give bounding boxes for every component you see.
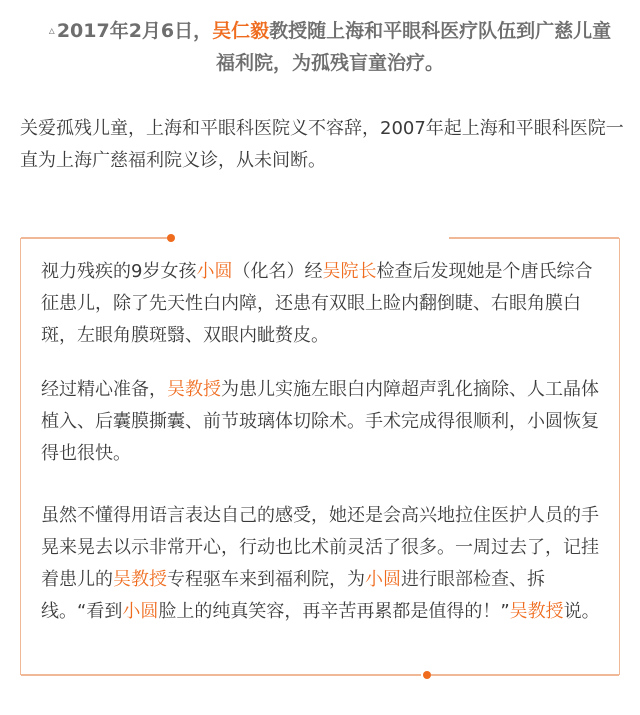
text-segment: 检查后发现她是个唐氏综合征患儿，除了先天性白内障，还患有双眼上睑内翻倒睫、右眼角膜白斑，左眼角膜斑翳、双眼内眦赘皮。 bbox=[41, 261, 593, 346]
intro-paragraph: 关爱孤残儿童，上海和平眼科医院义不容辞，2007年起上海和平眼科医院一直为上海广慈福利院义诊，从未间断。 bbox=[20, 118, 624, 171]
caption-text: 教授随上海和平眼科医疗队伍到广慈儿童福利院，为孤残盲童治疗。 bbox=[215, 20, 612, 74]
caption-doctor-name: 吴仁毅 bbox=[212, 20, 270, 42]
text-segment: 脸上的纯真笑容，再辛苦再累都是值得的！” bbox=[158, 601, 510, 622]
box-top-border-left bbox=[21, 237, 171, 239]
story-paragraph-surgery bbox=[41, 374, 601, 470]
triangle-marker-icon: ▵ bbox=[48, 23, 55, 37]
highlight-patient-name: 小圆 bbox=[365, 569, 401, 590]
highlight-professor-name: 吴教授 bbox=[167, 379, 221, 400]
box-bottom-border-right bbox=[431, 674, 619, 676]
highlight-professor-name: 吴教授 bbox=[509, 601, 564, 622]
text-segment: 虽然不懂得用语言表达自己的感受，她还是会高兴地拉住医护人员的手晃来晃去以示非常开心，行动也比术前灵活了很多。一周过去了，记挂着患儿的 bbox=[41, 505, 599, 590]
text-segment: 进行眼部检查、拆线。“看到 bbox=[41, 569, 545, 622]
text-segment: （化名）经 bbox=[232, 261, 323, 282]
story-paragraph-diagnosis bbox=[41, 256, 601, 352]
highlight-director-name: 吴院长 bbox=[322, 261, 377, 282]
text-segment: 专程驱车来到福利院，为 bbox=[167, 569, 365, 590]
story-box bbox=[20, 238, 620, 675]
highlight-patient-name: 小圆 bbox=[196, 261, 233, 282]
box-top-border-right bbox=[449, 237, 619, 239]
highlight-patient-name: 小圆 bbox=[122, 601, 159, 622]
text-segment: 经过精心准备， bbox=[41, 379, 167, 400]
orange-dot-bottom-icon bbox=[423, 671, 431, 679]
story-paragraph-followup bbox=[41, 500, 601, 628]
text-segment: 说。 bbox=[563, 601, 600, 622]
photo-caption bbox=[40, 14, 620, 79]
orange-dot-top-icon bbox=[167, 234, 175, 242]
caption-date: 2017年2月6日， bbox=[56, 20, 213, 42]
text-segment: 为患儿实施左眼白内障超声乳化摘除、人工晶体植入、后囊膜撕囊、前节玻璃体切除术。手术完成得很顺利，小圆恢复得也很快。 bbox=[41, 379, 599, 464]
box-bottom-border-left bbox=[21, 674, 421, 676]
highlight-professor-name: 吴教授 bbox=[113, 569, 167, 590]
text-segment: 视力残疾的9岁女孩 bbox=[41, 261, 197, 282]
